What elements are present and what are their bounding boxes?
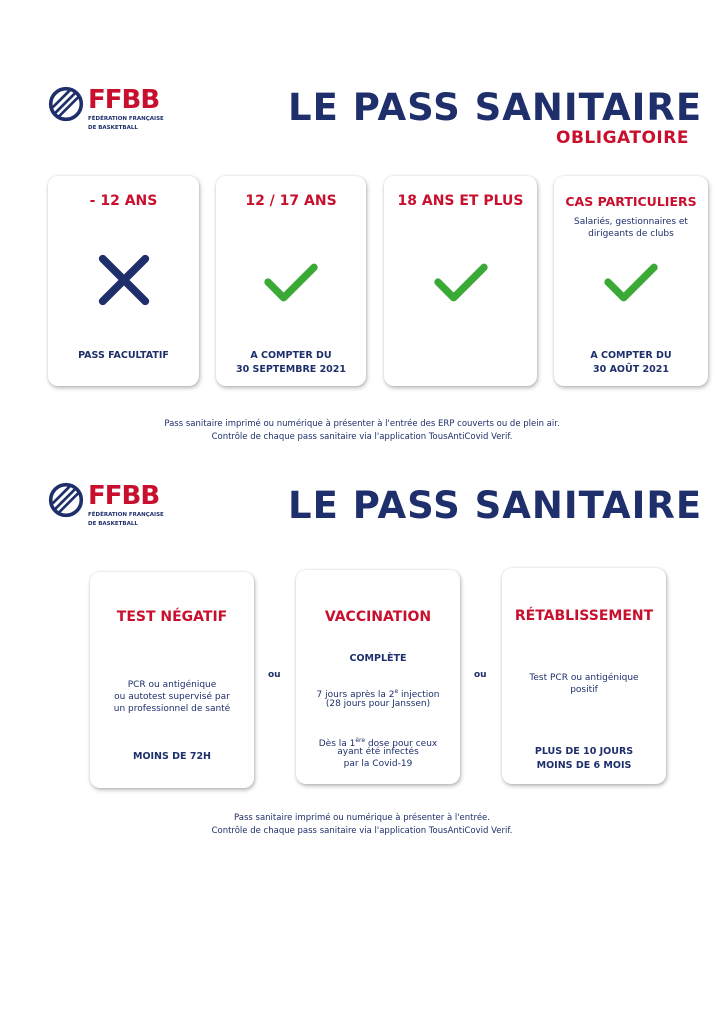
card-footer-line-2: 30 AOÛT 2021 xyxy=(593,364,669,375)
card-header: - 12 ANS xyxy=(89,193,158,209)
card-footer-line-2: 30 SEPTEMBRE 2021 xyxy=(235,364,347,375)
card-text-line-2: positif xyxy=(570,685,598,695)
section1-title: LE PASS SANITAIRE xyxy=(288,86,703,129)
card-vaccination xyxy=(296,570,460,784)
basketball-icon xyxy=(48,482,84,518)
separator-or: ou xyxy=(268,670,281,680)
card-text-line-2: ou autotest supervisé par xyxy=(114,692,230,702)
card-text-line-2: (28 jours pour Janssen) xyxy=(325,699,431,709)
logo-subline-1: FÉDÉRATION FRANÇAISE xyxy=(88,116,164,122)
card-special-cases xyxy=(554,176,708,386)
card-footer: MOINS DE 72H xyxy=(132,751,212,762)
check-icon xyxy=(601,260,661,306)
card-footer-line-1: PASS FACULTATIF xyxy=(78,350,169,361)
text-fragment: dose pour ceux xyxy=(365,739,438,749)
section2-caption-line-2: Contrôle de chaque pass sanitaire via l'application TousAntiCovid Verif. xyxy=(211,826,513,836)
text-fragment: 7 jours après la 2 xyxy=(316,690,395,700)
card-header: 12 / 17 ANS xyxy=(245,193,337,209)
card-header: RÉTABLISSEMENT xyxy=(514,608,654,624)
card-text-line-1: Test PCR ou antigénique xyxy=(529,673,639,683)
card-18-plus xyxy=(384,176,537,386)
card-text-line-4: ayant été infectés xyxy=(337,747,419,757)
card-header: 18 ANS ET PLUS xyxy=(397,193,524,209)
ffbb-logo xyxy=(48,482,164,528)
card-note-line-1: Salariés, gestionnaires et xyxy=(574,217,688,227)
logo-subline-2: DE BASKETBALL xyxy=(88,521,138,527)
section1-caption-line-2: Contrôle de chaque pass sanitaire via l'application TousAntiCovid Verif. xyxy=(211,432,513,442)
card-footer-line-1: A COMPTER DU xyxy=(590,350,672,361)
text-fragment: injection xyxy=(398,690,440,700)
section2-title: LE PASS SANITAIRE xyxy=(288,484,703,527)
logo-wordmark: FFBB xyxy=(88,85,160,115)
card-text-line-1: PCR ou antigénique xyxy=(127,680,217,690)
superscript: e xyxy=(394,688,399,695)
logo-subline-2: DE BASKETBALL xyxy=(88,125,138,131)
card-text-line-5: par la Covid-19 xyxy=(343,759,413,769)
card-header: TEST NÉGATIF xyxy=(116,609,228,625)
ffbb-logo xyxy=(48,86,164,132)
card-under-12 xyxy=(48,176,199,386)
card-12-17 xyxy=(216,176,366,386)
separator-or: ou xyxy=(474,670,487,680)
card-header: VACCINATION xyxy=(324,609,432,625)
cross-icon xyxy=(95,251,153,309)
card-text-line-3: un professionnel de santé xyxy=(113,704,231,714)
section1-caption-line-1: Pass sanitaire imprimé ou numérique à présenter à l'entrée des ERP couverts ou de plein air. xyxy=(164,419,560,429)
card-footer-line-2: MOINS DE 6 MOIS xyxy=(536,760,632,771)
card-note-line-2: dirigeants de clubs xyxy=(588,229,674,239)
superscript: ère xyxy=(355,737,366,744)
card-header: CAS PARTICULIERS xyxy=(565,194,697,209)
basketball-icon xyxy=(48,86,84,122)
card-negative-test xyxy=(90,572,254,788)
logo-subline-1: FÉDÉRATION FRANÇAISE xyxy=(88,512,164,518)
logo-wordmark: FFBB xyxy=(88,481,160,511)
card-recovery xyxy=(502,568,666,784)
check-icon xyxy=(261,260,321,306)
check-icon xyxy=(431,260,491,306)
card-footer-line-1: PLUS DE 10 JOURS xyxy=(534,746,634,757)
section1-subtitle: OBLIGATOIRE xyxy=(556,128,689,148)
section2-caption-line-1: Pass sanitaire imprimé ou numérique à présenter à l'entrée. xyxy=(234,813,490,823)
card-subheader: COMPLÈTE xyxy=(349,653,407,664)
text-fragment: Dès la 1 xyxy=(318,739,356,749)
card-footer-line-1: A COMPTER DU xyxy=(250,350,332,361)
